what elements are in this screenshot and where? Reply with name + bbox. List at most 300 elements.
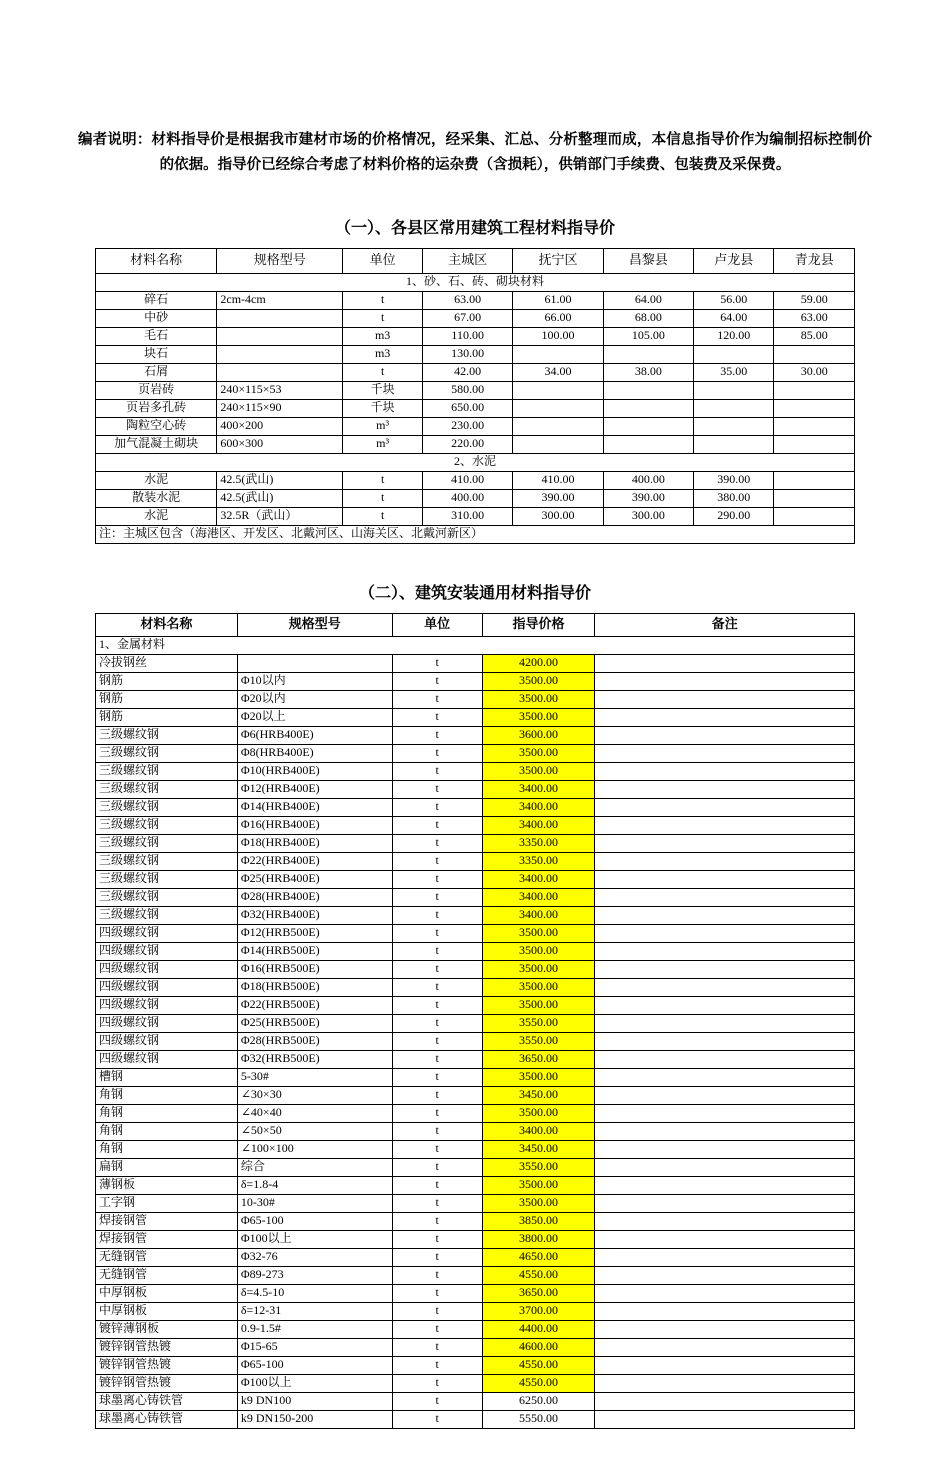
price-cell (603, 435, 693, 453)
material-unit: t (392, 1320, 482, 1338)
table-row (96, 960, 855, 978)
remark-cell (595, 1392, 855, 1410)
guide-price: 3500.00 (482, 996, 595, 1014)
table-row (96, 1392, 855, 1410)
table-header-row (96, 248, 855, 273)
remark-cell (595, 1302, 855, 1320)
remark-cell (595, 1212, 855, 1230)
material-spec: Φ16(HRB400E) (237, 816, 392, 834)
material-unit: t (392, 870, 482, 888)
price-cell: 85.00 (774, 327, 855, 345)
material-spec: Φ22(HRB400E) (237, 852, 392, 870)
guide-price: 4400.00 (482, 1320, 595, 1338)
material-unit: t (392, 1374, 482, 1392)
material-unit: t (392, 834, 482, 852)
price-cell (694, 399, 774, 417)
guide-price: 3850.00 (482, 1212, 595, 1230)
price-cell: 390.00 (694, 471, 774, 489)
material-unit: t (392, 726, 482, 744)
material-spec: Φ6(HRB400E) (237, 726, 392, 744)
material-unit: t (392, 654, 482, 672)
material-spec: 600×300 (217, 435, 343, 453)
material-unit: t (392, 1104, 482, 1122)
table-row (96, 978, 855, 996)
guide-price: 3550.00 (482, 1014, 595, 1032)
price-cell: 400.00 (423, 489, 513, 507)
column-header: 抚宁区 (513, 248, 603, 273)
material-spec: 综合 (237, 1158, 392, 1176)
price-cell (774, 345, 855, 363)
guide-price: 3500.00 (482, 1104, 595, 1122)
table-row (96, 1338, 855, 1356)
material-spec: Φ18(HRB400E) (237, 834, 392, 852)
material-unit: t (392, 852, 482, 870)
price-cell: 59.00 (774, 291, 855, 309)
material-unit: t (343, 363, 423, 381)
material-name: 四级螺纹钢 (96, 924, 238, 942)
price-cell (694, 345, 774, 363)
guide-price: 3400.00 (482, 906, 595, 924)
material-unit: m3 (343, 345, 423, 363)
material-name: 水泥 (96, 507, 217, 525)
table-row (96, 399, 855, 417)
material-spec (217, 363, 343, 381)
material-unit: t (392, 798, 482, 816)
column-header: 卢龙县 (694, 248, 774, 273)
material-spec: Φ28(HRB400E) (237, 888, 392, 906)
material-name: 三级螺纹钢 (96, 726, 238, 744)
price-cell (603, 399, 693, 417)
material-name: 三级螺纹钢 (96, 798, 238, 816)
material-spec: Φ20以内 (237, 690, 392, 708)
table-row (96, 816, 855, 834)
price-cell: 38.00 (603, 363, 693, 381)
remark-cell (595, 654, 855, 672)
guide-price: 3500.00 (482, 960, 595, 978)
price-cell: 34.00 (513, 363, 603, 381)
remark-cell (595, 1140, 855, 1158)
price-cell: 290.00 (694, 507, 774, 525)
remark-cell (595, 1014, 855, 1032)
remark-cell (595, 870, 855, 888)
guide-price: 3400.00 (482, 870, 595, 888)
table-row (96, 888, 855, 906)
material-name: 散装水泥 (96, 489, 217, 507)
material-name: 四级螺纹钢 (96, 960, 238, 978)
column-header: 规格型号 (237, 613, 392, 636)
guide-price: 3350.00 (482, 834, 595, 852)
column-header: 青龙县 (774, 248, 855, 273)
material-spec: Φ100以上 (237, 1230, 392, 1248)
material-spec: ∠50×50 (237, 1122, 392, 1140)
material-name: 球墨离心铸铁管 (96, 1410, 238, 1428)
material-spec: 32.5R（武山） (217, 507, 343, 525)
material-unit: t (392, 1140, 482, 1158)
section-two-title: （二）、建筑安装通用材料指导价 (358, 584, 591, 602)
price-cell: 100.00 (513, 327, 603, 345)
price-cell (774, 507, 855, 525)
table-footnote-row (96, 525, 855, 543)
table-row (96, 1302, 855, 1320)
material-spec: Φ12(HRB500E) (237, 924, 392, 942)
group-label: 1、砂、石、砖、砌块材料 (96, 273, 855, 291)
material-spec: k9 DN100 (237, 1392, 392, 1410)
material-spec: Φ16(HRB500E) (237, 960, 392, 978)
guide-price: 4550.00 (482, 1356, 595, 1374)
remark-cell (595, 906, 855, 924)
material-spec: Φ14(HRB500E) (237, 942, 392, 960)
material-spec: Φ65-100 (237, 1212, 392, 1230)
material-name: 四级螺纹钢 (96, 942, 238, 960)
material-spec: Φ89-273 (237, 1266, 392, 1284)
table-row (96, 1104, 855, 1122)
group-header-row (96, 453, 855, 471)
price-cell: 220.00 (423, 435, 513, 453)
price-cell: 64.00 (694, 309, 774, 327)
material-unit: t (392, 780, 482, 798)
material-unit: t (392, 744, 482, 762)
table-row (96, 363, 855, 381)
material-name: 中厚钢板 (96, 1302, 238, 1320)
remark-cell (595, 960, 855, 978)
section-one-title: （一）、各县区常用建筑工程材料指导价 (334, 219, 615, 237)
material-unit: t (392, 1392, 482, 1410)
guide-price: 6250.00 (482, 1392, 595, 1410)
remark-cell (595, 672, 855, 690)
price-cell: 68.00 (603, 309, 693, 327)
material-name: 焊接钢管 (96, 1212, 238, 1230)
material-unit: t (343, 507, 423, 525)
guide-price: 3650.00 (482, 1284, 595, 1302)
material-unit: t (392, 1284, 482, 1302)
material-unit: m³ (343, 435, 423, 453)
material-name: 三级螺纹钢 (96, 816, 238, 834)
guide-price: 5550.00 (482, 1410, 595, 1428)
material-name: 球墨离心铸铁管 (96, 1392, 238, 1410)
material-name: 角钢 (96, 1122, 238, 1140)
material-name: 镀锌薄钢板 (96, 1320, 238, 1338)
material-name: 三级螺纹钢 (96, 888, 238, 906)
material-name: 三级螺纹钢 (96, 852, 238, 870)
remark-cell (595, 888, 855, 906)
material-spec: 2cm-4cm (217, 291, 343, 309)
material-unit: t (392, 1194, 482, 1212)
price-cell: 580.00 (423, 381, 513, 399)
remark-cell (595, 942, 855, 960)
price-cell (774, 489, 855, 507)
price-cell (774, 417, 855, 435)
material-name: 薄钢板 (96, 1176, 238, 1194)
material-unit: t (392, 708, 482, 726)
remark-cell (595, 726, 855, 744)
price-cell: 400.00 (603, 471, 693, 489)
material-unit: t (392, 1212, 482, 1230)
table-footnote: 注：主城区包含（海港区、开发区、北戴河区、山海关区、北戴河新区） (96, 525, 855, 543)
material-spec: Φ14(HRB400E) (237, 798, 392, 816)
table-row (96, 345, 855, 363)
guide-price: 3500.00 (482, 1194, 595, 1212)
material-name: 页岩多孔砖 (96, 399, 217, 417)
material-name: 陶粒空心砖 (96, 417, 217, 435)
table-row (96, 1212, 855, 1230)
material-name: 三级螺纹钢 (96, 780, 238, 798)
table-row (96, 798, 855, 816)
remark-cell (595, 762, 855, 780)
material-spec: Φ10(HRB400E) (237, 762, 392, 780)
remark-cell (595, 1338, 855, 1356)
column-header: 材料名称 (96, 248, 217, 273)
remark-cell (595, 1248, 855, 1266)
table-row (96, 942, 855, 960)
material-unit: t (392, 1158, 482, 1176)
material-spec: δ=12-31 (237, 1302, 392, 1320)
material-name: 碎石 (96, 291, 217, 309)
table-row (96, 1248, 855, 1266)
column-header: 单位 (392, 613, 482, 636)
material-spec: Φ25(HRB400E) (237, 870, 392, 888)
material-unit: t (392, 1014, 482, 1032)
material-name: 扁钢 (96, 1158, 238, 1176)
material-name: 钢筋 (96, 690, 238, 708)
price-cell (694, 381, 774, 399)
material-name: 无缝钢管 (96, 1248, 238, 1266)
material-spec: 400×200 (217, 417, 343, 435)
material-name: 钢筋 (96, 672, 238, 690)
table-row (96, 1176, 855, 1194)
price-cell: 56.00 (694, 291, 774, 309)
remark-cell (595, 1410, 855, 1428)
guide-price: 3350.00 (482, 852, 595, 870)
material-unit: t (392, 1122, 482, 1140)
material-spec: 5-30# (237, 1068, 392, 1086)
material-spec: ∠100×100 (237, 1140, 392, 1158)
price-cell: 30.00 (774, 363, 855, 381)
guide-price: 3400.00 (482, 798, 595, 816)
guide-price: 4650.00 (482, 1248, 595, 1266)
table-row (96, 1284, 855, 1302)
price-cell: 380.00 (694, 489, 774, 507)
remark-cell (595, 1284, 855, 1302)
remark-cell (595, 780, 855, 798)
remark-cell (595, 1122, 855, 1140)
material-spec: Φ22(HRB500E) (237, 996, 392, 1014)
guide-price: 3500.00 (482, 690, 595, 708)
material-name: 块石 (96, 345, 217, 363)
material-unit: t (392, 672, 482, 690)
price-cell: 650.00 (423, 399, 513, 417)
price-cell: 64.00 (603, 291, 693, 309)
guide-price: 3800.00 (482, 1230, 595, 1248)
material-spec: Φ28(HRB500E) (237, 1032, 392, 1050)
remark-cell (595, 690, 855, 708)
material-name: 四级螺纹钢 (96, 1032, 238, 1050)
table-row (96, 834, 855, 852)
remark-cell (595, 816, 855, 834)
material-spec: Φ32(HRB500E) (237, 1050, 392, 1068)
guide-price: 3500.00 (482, 708, 595, 726)
material-unit: t (392, 1356, 482, 1374)
material-unit: t (392, 906, 482, 924)
section-one-table-wrap (0, 248, 950, 544)
section-two-table-wrap (0, 613, 950, 1429)
editor-note: 编者说明：材料指导价是根据我市建材市场的价格情况，经采集、汇总、分析整理而成，本信息指导价作为编制招标控制价的依据。指导价已经综合考虑了材料价格的运杂费（含损耗），供销部门手续费、包装费及采保费。 (78, 132, 872, 174)
guide-price: 3400.00 (482, 1122, 595, 1140)
material-unit: t (392, 1338, 482, 1356)
remark-cell (595, 978, 855, 996)
material-spec: 10-30# (237, 1194, 392, 1212)
column-header: 指导价格 (482, 613, 595, 636)
material-unit: t (392, 1068, 482, 1086)
material-name: 镀锌钢管热镀 (96, 1374, 238, 1392)
material-name: 页岩砖 (96, 381, 217, 399)
table-row (96, 906, 855, 924)
guide-price: 4550.00 (482, 1374, 595, 1392)
material-spec: Φ25(HRB500E) (237, 1014, 392, 1032)
material-name: 角钢 (96, 1086, 238, 1104)
price-cell: 66.00 (513, 309, 603, 327)
price-cell (603, 345, 693, 363)
guide-price: 3500.00 (482, 744, 595, 762)
table-row (96, 744, 855, 762)
material-name: 无缝钢管 (96, 1266, 238, 1284)
material-spec: Φ100以上 (237, 1374, 392, 1392)
table-row (96, 327, 855, 345)
material-spec: 240×115×90 (217, 399, 343, 417)
price-cell (513, 381, 603, 399)
table-row (96, 1122, 855, 1140)
material-spec: 240×115×53 (217, 381, 343, 399)
table-row (96, 672, 855, 690)
price-cell: 61.00 (513, 291, 603, 309)
county-material-price-table (95, 248, 855, 544)
material-name: 工字钢 (96, 1194, 238, 1212)
price-cell: 67.00 (423, 309, 513, 327)
guide-price: 3550.00 (482, 1158, 595, 1176)
table-row (96, 1266, 855, 1284)
material-name: 三级螺纹钢 (96, 834, 238, 852)
column-header: 昌黎县 (603, 248, 693, 273)
table-row (96, 1032, 855, 1050)
price-cell: 105.00 (603, 327, 693, 345)
material-name: 镀锌钢管热镀 (96, 1356, 238, 1374)
table-row (96, 1230, 855, 1248)
material-unit: t (392, 942, 482, 960)
material-spec: δ=1.8-4 (237, 1176, 392, 1194)
table-row (96, 1194, 855, 1212)
guide-price: 3400.00 (482, 780, 595, 798)
guide-price: 3500.00 (482, 672, 595, 690)
material-spec: 0.9-1.5# (237, 1320, 392, 1338)
material-unit: m³ (343, 417, 423, 435)
material-name: 三级螺纹钢 (96, 906, 238, 924)
guide-price: 3700.00 (482, 1302, 595, 1320)
table-row (96, 291, 855, 309)
material-unit: t (392, 1410, 482, 1428)
price-cell: 130.00 (423, 345, 513, 363)
table-row (96, 1068, 855, 1086)
table-row (96, 924, 855, 942)
material-spec (217, 345, 343, 363)
material-name: 冷拔钢丝 (96, 654, 238, 672)
table-row (96, 1158, 855, 1176)
price-cell: 410.00 (423, 471, 513, 489)
material-unit: t (343, 489, 423, 507)
material-unit: 千块 (343, 381, 423, 399)
material-spec: 42.5(武山) (217, 489, 343, 507)
material-name: 四级螺纹钢 (96, 1014, 238, 1032)
table-row (96, 852, 855, 870)
material-unit: t (392, 1248, 482, 1266)
general-material-price-table (95, 613, 855, 1429)
table-row (96, 309, 855, 327)
material-spec: 42.5(武山) (217, 471, 343, 489)
guide-price: 4200.00 (482, 654, 595, 672)
guide-price: 3450.00 (482, 1086, 595, 1104)
material-unit: t (392, 924, 482, 942)
material-unit: t (392, 960, 482, 978)
table-row (96, 1050, 855, 1068)
column-header: 备注 (595, 613, 855, 636)
table-row (96, 996, 855, 1014)
remark-cell (595, 924, 855, 942)
material-name: 四级螺纹钢 (96, 1050, 238, 1068)
remark-cell (595, 1068, 855, 1086)
price-cell: 42.00 (423, 363, 513, 381)
material-name: 加气混凝土砌块 (96, 435, 217, 453)
remark-cell (595, 798, 855, 816)
table-row (96, 690, 855, 708)
price-cell: 300.00 (603, 507, 693, 525)
material-unit: t (392, 690, 482, 708)
remark-cell (595, 852, 855, 870)
material-spec: Φ32(HRB400E) (237, 906, 392, 924)
remark-cell (595, 1104, 855, 1122)
material-spec: Φ15-65 (237, 1338, 392, 1356)
material-spec: Φ10以内 (237, 672, 392, 690)
guide-price: 3550.00 (482, 1032, 595, 1050)
table-row (96, 1086, 855, 1104)
guide-price: 4600.00 (482, 1338, 595, 1356)
remark-cell (595, 1086, 855, 1104)
price-cell (603, 417, 693, 435)
material-spec: Φ65-100 (237, 1356, 392, 1374)
material-unit: t (392, 816, 482, 834)
table-row (96, 1374, 855, 1392)
price-cell (694, 435, 774, 453)
price-cell (513, 435, 603, 453)
material-spec (237, 654, 392, 672)
price-cell: 120.00 (694, 327, 774, 345)
material-spec: Φ32-76 (237, 1248, 392, 1266)
material-unit: t (343, 471, 423, 489)
guide-price: 3500.00 (482, 762, 595, 780)
material-spec: Φ18(HRB500E) (237, 978, 392, 996)
material-unit: t (392, 978, 482, 996)
price-cell (513, 417, 603, 435)
table-row (96, 780, 855, 798)
material-unit: t (392, 1266, 482, 1284)
material-name: 镀锌钢管热镀 (96, 1338, 238, 1356)
table-row (96, 708, 855, 726)
material-spec: ∠40×40 (237, 1104, 392, 1122)
remark-cell (595, 1374, 855, 1392)
price-cell (694, 417, 774, 435)
material-spec (217, 309, 343, 327)
remark-cell (595, 708, 855, 726)
guide-price: 3450.00 (482, 1140, 595, 1158)
material-spec: Φ20以上 (237, 708, 392, 726)
remark-cell (595, 1176, 855, 1194)
